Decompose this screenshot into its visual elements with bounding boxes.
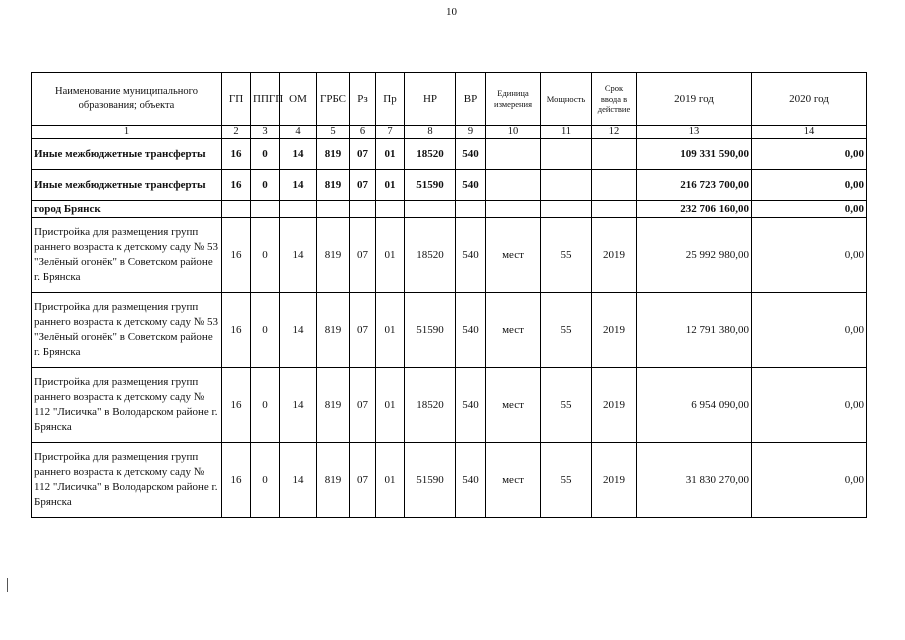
column-number: 11 <box>541 126 592 139</box>
table-row <box>32 218 867 293</box>
cell-om: 14 <box>280 443 317 518</box>
cell-rz <box>350 201 376 218</box>
cell-ppgp <box>251 201 280 218</box>
cell-nr: 51590 <box>405 170 456 201</box>
header-vr: ВР <box>456 73 486 126</box>
column-number: 6 <box>350 126 376 139</box>
cell-grbs: 819 <box>317 368 350 443</box>
cell-deadline: 2019 <box>592 368 637 443</box>
cell-2020: 0,00 <box>752 218 867 293</box>
cell-om: 14 <box>280 139 317 170</box>
cell-rz: 07 <box>350 218 376 293</box>
cell-ppgp: 0 <box>251 139 280 170</box>
cell-rz: 07 <box>350 368 376 443</box>
cell-unit <box>486 139 541 170</box>
row-name: город Брянск <box>32 201 222 218</box>
cell-vr <box>456 201 486 218</box>
cell-ppgp: 0 <box>251 293 280 368</box>
cell-2019: 25 992 980,00 <box>637 218 752 293</box>
cell-ppgp: 0 <box>251 170 280 201</box>
cell-ppgp: 0 <box>251 368 280 443</box>
cell-pr: 01 <box>376 293 405 368</box>
page-number: 10 <box>446 6 457 18</box>
margin-mark <box>7 578 8 592</box>
cell-grbs: 819 <box>317 170 350 201</box>
cell-2020: 0,00 <box>752 293 867 368</box>
cell-vr: 540 <box>456 293 486 368</box>
cell-capacity <box>541 201 592 218</box>
cell-deadline <box>592 170 637 201</box>
header-om: ОМ <box>280 73 317 126</box>
cell-capacity <box>541 170 592 201</box>
table-row <box>32 170 867 201</box>
cell-rz: 07 <box>350 293 376 368</box>
row-name: Пристройка для размещения групп раннего возраста к детскому саду № 112 "Лисичка" в Володарском районе г. Брянска <box>32 368 222 443</box>
column-number: 2 <box>222 126 251 139</box>
header-name: Наименование муниципального образования; объекта <box>32 73 222 126</box>
header-capacity: Мощность <box>541 73 592 126</box>
cell-capacity: 55 <box>541 218 592 293</box>
column-number: 14 <box>752 126 867 139</box>
header-deadline: Срок ввода в действие <box>592 73 637 126</box>
cell-unit: мест <box>486 443 541 518</box>
column-number: 8 <box>405 126 456 139</box>
cell-grbs: 819 <box>317 293 350 368</box>
table-row <box>32 201 867 218</box>
header-gp: ГП <box>222 73 251 126</box>
column-number: 12 <box>592 126 637 139</box>
header-ppgp: ППГП <box>251 73 280 126</box>
cell-2019: 232 706 160,00 <box>637 201 752 218</box>
header-pr: Пр <box>376 73 405 126</box>
table-row <box>32 443 867 518</box>
column-number: 3 <box>251 126 280 139</box>
cell-om <box>280 201 317 218</box>
cell-nr <box>405 201 456 218</box>
row-name: Иные межбюджетные трансферты <box>32 170 222 201</box>
cell-rz: 07 <box>350 170 376 201</box>
cell-rz: 07 <box>350 443 376 518</box>
cell-vr: 540 <box>456 170 486 201</box>
row-name: Пристройка для размещения групп раннего возраста к детскому саду № 112 "Лисичка" в Володарском районе г. Брянска <box>32 443 222 518</box>
cell-deadline: 2019 <box>592 218 637 293</box>
column-number: 5 <box>317 126 350 139</box>
header-row <box>32 73 867 126</box>
row-name: Иные межбюджетные трансферты <box>32 139 222 170</box>
cell-unit: мест <box>486 293 541 368</box>
cell-gp: 16 <box>222 293 251 368</box>
cell-gp <box>222 201 251 218</box>
cell-capacity: 55 <box>541 293 592 368</box>
cell-deadline <box>592 201 637 218</box>
table-row <box>32 293 867 368</box>
cell-2019: 12 791 380,00 <box>637 293 752 368</box>
cell-grbs <box>317 201 350 218</box>
column-number: 7 <box>376 126 405 139</box>
cell-grbs: 819 <box>317 443 350 518</box>
cell-unit <box>486 201 541 218</box>
cell-2019: 6 954 090,00 <box>637 368 752 443</box>
column-number-row <box>32 126 867 139</box>
cell-pr: 01 <box>376 218 405 293</box>
table-row <box>32 368 867 443</box>
cell-nr: 18520 <box>405 139 456 170</box>
cell-pr: 01 <box>376 443 405 518</box>
cell-deadline: 2019 <box>592 443 637 518</box>
cell-nr: 18520 <box>405 368 456 443</box>
cell-2020: 0,00 <box>752 139 867 170</box>
cell-pr: 01 <box>376 139 405 170</box>
cell-vr: 540 <box>456 139 486 170</box>
cell-gp: 16 <box>222 443 251 518</box>
column-number: 9 <box>456 126 486 139</box>
cell-2019: 109 331 590,00 <box>637 139 752 170</box>
cell-vr: 540 <box>456 443 486 518</box>
cell-2020: 0,00 <box>752 201 867 218</box>
header-unit: Единица измерения <box>486 73 541 126</box>
header-grbs: ГРБС <box>317 73 350 126</box>
cell-2020: 0,00 <box>752 170 867 201</box>
cell-nr: 18520 <box>405 218 456 293</box>
cell-pr: 01 <box>376 170 405 201</box>
column-number: 10 <box>486 126 541 139</box>
cell-om: 14 <box>280 218 317 293</box>
column-number: 4 <box>280 126 317 139</box>
cell-capacity <box>541 139 592 170</box>
cell-2020: 0,00 <box>752 368 867 443</box>
cell-pr: 01 <box>376 368 405 443</box>
cell-grbs: 819 <box>317 218 350 293</box>
cell-gp: 16 <box>222 368 251 443</box>
table-row <box>32 139 867 170</box>
cell-rz: 07 <box>350 139 376 170</box>
cell-vr: 540 <box>456 368 486 443</box>
cell-ppgp: 0 <box>251 443 280 518</box>
row-name: Пристройка для размещения групп раннего возраста к детскому саду № 53 "Зелёный огонёк" в Советском районе г. Брянска <box>32 218 222 293</box>
cell-gp: 16 <box>222 218 251 293</box>
cell-unit <box>486 170 541 201</box>
budget-table <box>31 72 867 518</box>
header-2020: 2020 год <box>752 73 867 126</box>
cell-om: 14 <box>280 293 317 368</box>
row-name: Пристройка для размещения групп раннего возраста к детскому саду № 53 "Зелёный огонёк" в Советском районе г. Брянска <box>32 293 222 368</box>
cell-ppgp: 0 <box>251 218 280 293</box>
header-rz: Рз <box>350 73 376 126</box>
cell-om: 14 <box>280 368 317 443</box>
cell-deadline <box>592 139 637 170</box>
cell-gp: 16 <box>222 170 251 201</box>
cell-gp: 16 <box>222 139 251 170</box>
header-2019: 2019 год <box>637 73 752 126</box>
column-number: 1 <box>32 126 222 139</box>
cell-unit: мест <box>486 368 541 443</box>
cell-grbs: 819 <box>317 139 350 170</box>
column-number: 13 <box>637 126 752 139</box>
cell-2019: 31 830 270,00 <box>637 443 752 518</box>
cell-deadline: 2019 <box>592 293 637 368</box>
cell-nr: 51590 <box>405 443 456 518</box>
cell-vr: 540 <box>456 218 486 293</box>
cell-nr: 51590 <box>405 293 456 368</box>
cell-2020: 0,00 <box>752 443 867 518</box>
cell-om: 14 <box>280 170 317 201</box>
cell-unit: мест <box>486 218 541 293</box>
cell-capacity: 55 <box>541 368 592 443</box>
cell-capacity: 55 <box>541 443 592 518</box>
cell-pr <box>376 201 405 218</box>
cell-2019: 216 723 700,00 <box>637 170 752 201</box>
header-nr: НР <box>405 73 456 126</box>
